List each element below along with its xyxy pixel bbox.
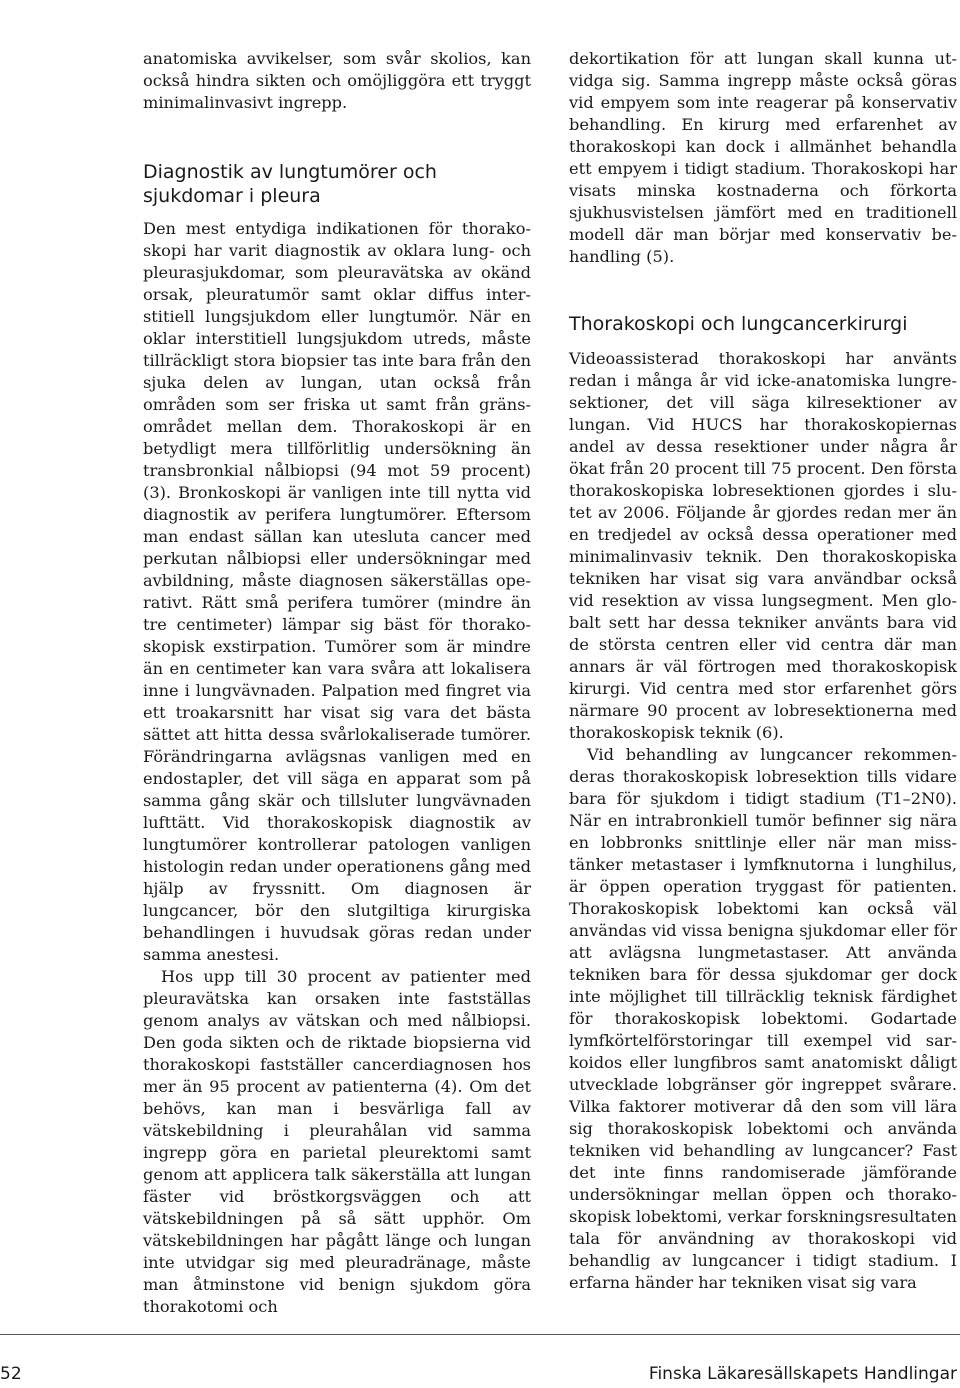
- footer-divider: [0, 1334, 960, 1335]
- body-paragraph: Den mest entydiga indikationen för thorakoskopi har varit diagnostik av oklara lung- och pleurasjukdomar, som pleuravätska av okänd orsak, pleuratumör samt oklar diffus interstitiell lungsjukdom eller lungtumör. När en oklar interstitiell lungsjukdom utreds, måste tillräckligt stora biopsier tas inte bara från den sjuka delen av lungan, utan också från områden som ser friska ut samt från gränsområdet mellan dem. Thorakoskopi är en betydligt mera tillförlitlig undersökning än transbronkial nålbiopsi (94 mot 59 procent) (3). Bronkoskopi är vanligen inte till nytta vid diagnostik av perifera lungtumörer. Eftersom man endast sällan kan utesluta cancer med perkutan nålbiopsi eller undersökningar med avbildning, måste diagnosen säkerställas operativt. Rätt små perifera tumörer (mindre än tre centimeter) lämpar sig bäst för thorakoskopisk exstirpation. Tumörer som är mindre än en centimeter kan vara svåra att lokalisera inne i lungvävnaden. Palpation med fingret via ett troakarsnitt har visat sig vara det bästa sättet att hitta dessa svårlokaliserade tumörer. Förändringarna avlägsnas vanligen med en endostapler, det vill säga en apparat som på samma gång skär och tillsluter lungvävnaden lufttätt. Vid thorakoskopisk diagnostik av lungtumörer kontrollerar patologen vanligen histologin redan under operationens gång med hjälp av fryssnitt. Om diagnosen är lungcancer, bör den slutgiltiga kirurgiska behandlingen i huvudsak göras redan under samma anestesi.: [143, 219, 531, 964]
- section-heading-diagnostik: Diagnostik av lungtumörer och sjukdomar i pleura: [143, 161, 437, 207]
- body-paragraph: Hos upp till 30 procent av patienter med pleuravätska kan orsaken inte fastställas genom analys av vätskan och med nålbiopsi. Den goda sikten och de riktade biopsierna vid thorakoskopi fastställer cancerdiagnosen hos mer än 95 procent av patienterna (4). Om det behövs, kan man i besvärliga fall av vätskebildning i pleurahålan vid samma ingrepp göra en parietal pleurektomi samt genom att applicera talk säkerställa att lungan fäster vid bröstkorgsväggen och att vätskebildningen på så sätt upphör. Om vätskebildningen har pågått länge och lungan inte utvidgar sig med pleuradränage, måste man åtminstone vid benign sjukdom göra thorakotomi och: [143, 967, 531, 1316]
- section-heading-lungcancerkirurgi: Thorakoskopi och lungcancerkirurgi: [569, 313, 908, 335]
- page-number: 52: [0, 1364, 22, 1384]
- right-column: [569, 48, 957, 1294]
- journal-title: Finska Läkaresällskapets Handlingar: [648, 1364, 957, 1384]
- left-column: [143, 48, 531, 1318]
- body-paragraph: Videoassisterad thorakoskopi har använts redan i många år vid icke-anatomiska lungresektioner, det vill säga kilresektioner av lungan. Vid HUCS har thorakoskopiernas andel av dessa resektioner under några år ökat från 20 procent till 75 procent. Den första thorakoskopiska lobresektionen gjordes i slutet av 2006. Följande år gjordes redan mer än en tredjedel av också dessa operationer med minimalinvasiv teknik. Den thorakoskopiska tekniken har visat sig vara användbar också vid resektion av vissa lungsegment. Men globalt sett har dessa tekniker använts bara vid de största centren eller vid centra där man annars är väl förtrogen med thorakoskopisk kirurgi. Vid centra med stor erfarenhet görs närmare 90 procent av lobresektionerna med thorakoskopisk teknik (6).: [569, 349, 957, 742]
- body-paragraph: dekortikation för att lungan skall kunna utvidga sig. Samma ingrepp måste också göras vid empyem som inte reagerar på konservativ behandling. En kirurg med erfarenhet av thorakoskopi kan dock i allmänhet behandla ett empyem i tidigt stadium. Thorakoskopi har visats minska kostnaderna och förkorta sjukhusvistelsen jämfört med en traditionell modell där man börjar med konservativ behandling (5).: [569, 49, 957, 266]
- intro-paragraph: anatomiska avvikelser, som svår skolios, kan också hindra sikten och omöjliggöra ett tryggt minimalinvasivt ingrepp.: [143, 49, 531, 112]
- body-paragraph: Vid behandling av lungcancer rekommenderas thorakoskopisk lobresektion tills vidare bara för sjukdom i tidigt stadium (T1–2N0). När en intrabronkiell tumör befinner sig nära en lobbronks snittlinje eller när man misstänker metastaser i lymfknutorna i lunghilus, är öppen operation tryggast för patienten. Thorakoskopisk lobektomi kan också väl användas vid vissa benigna sjukdomar eller för att avlägsna lungmetastaser. Att använda tekniken bara för dessa sjukdomar ger dock inte möjlighet till tillräcklig teknisk färdighet för thorakoskopisk lobektomi. Godartade lymfkörtelförstoringar till exempel vid sarkoidos eller lungfibros samt anatomiskt dåligt utvecklade lobgränser gör ingreppet svårare. Vilka faktorer motiverar då den som vill lära sig thorakoskopisk lobektomi och använda tekniken vid behandling av lungcancer? Fast det inte finns randomiserade jämförande undersökningar mellan öppen och thorakoskopisk lobektomi, verkar forskningsresultaten tala för användning av thorakoskopi vid behandlig av lungcancer i tidigt stadium. I erfarna händer har tekniken visat sig vara: [569, 745, 957, 1292]
